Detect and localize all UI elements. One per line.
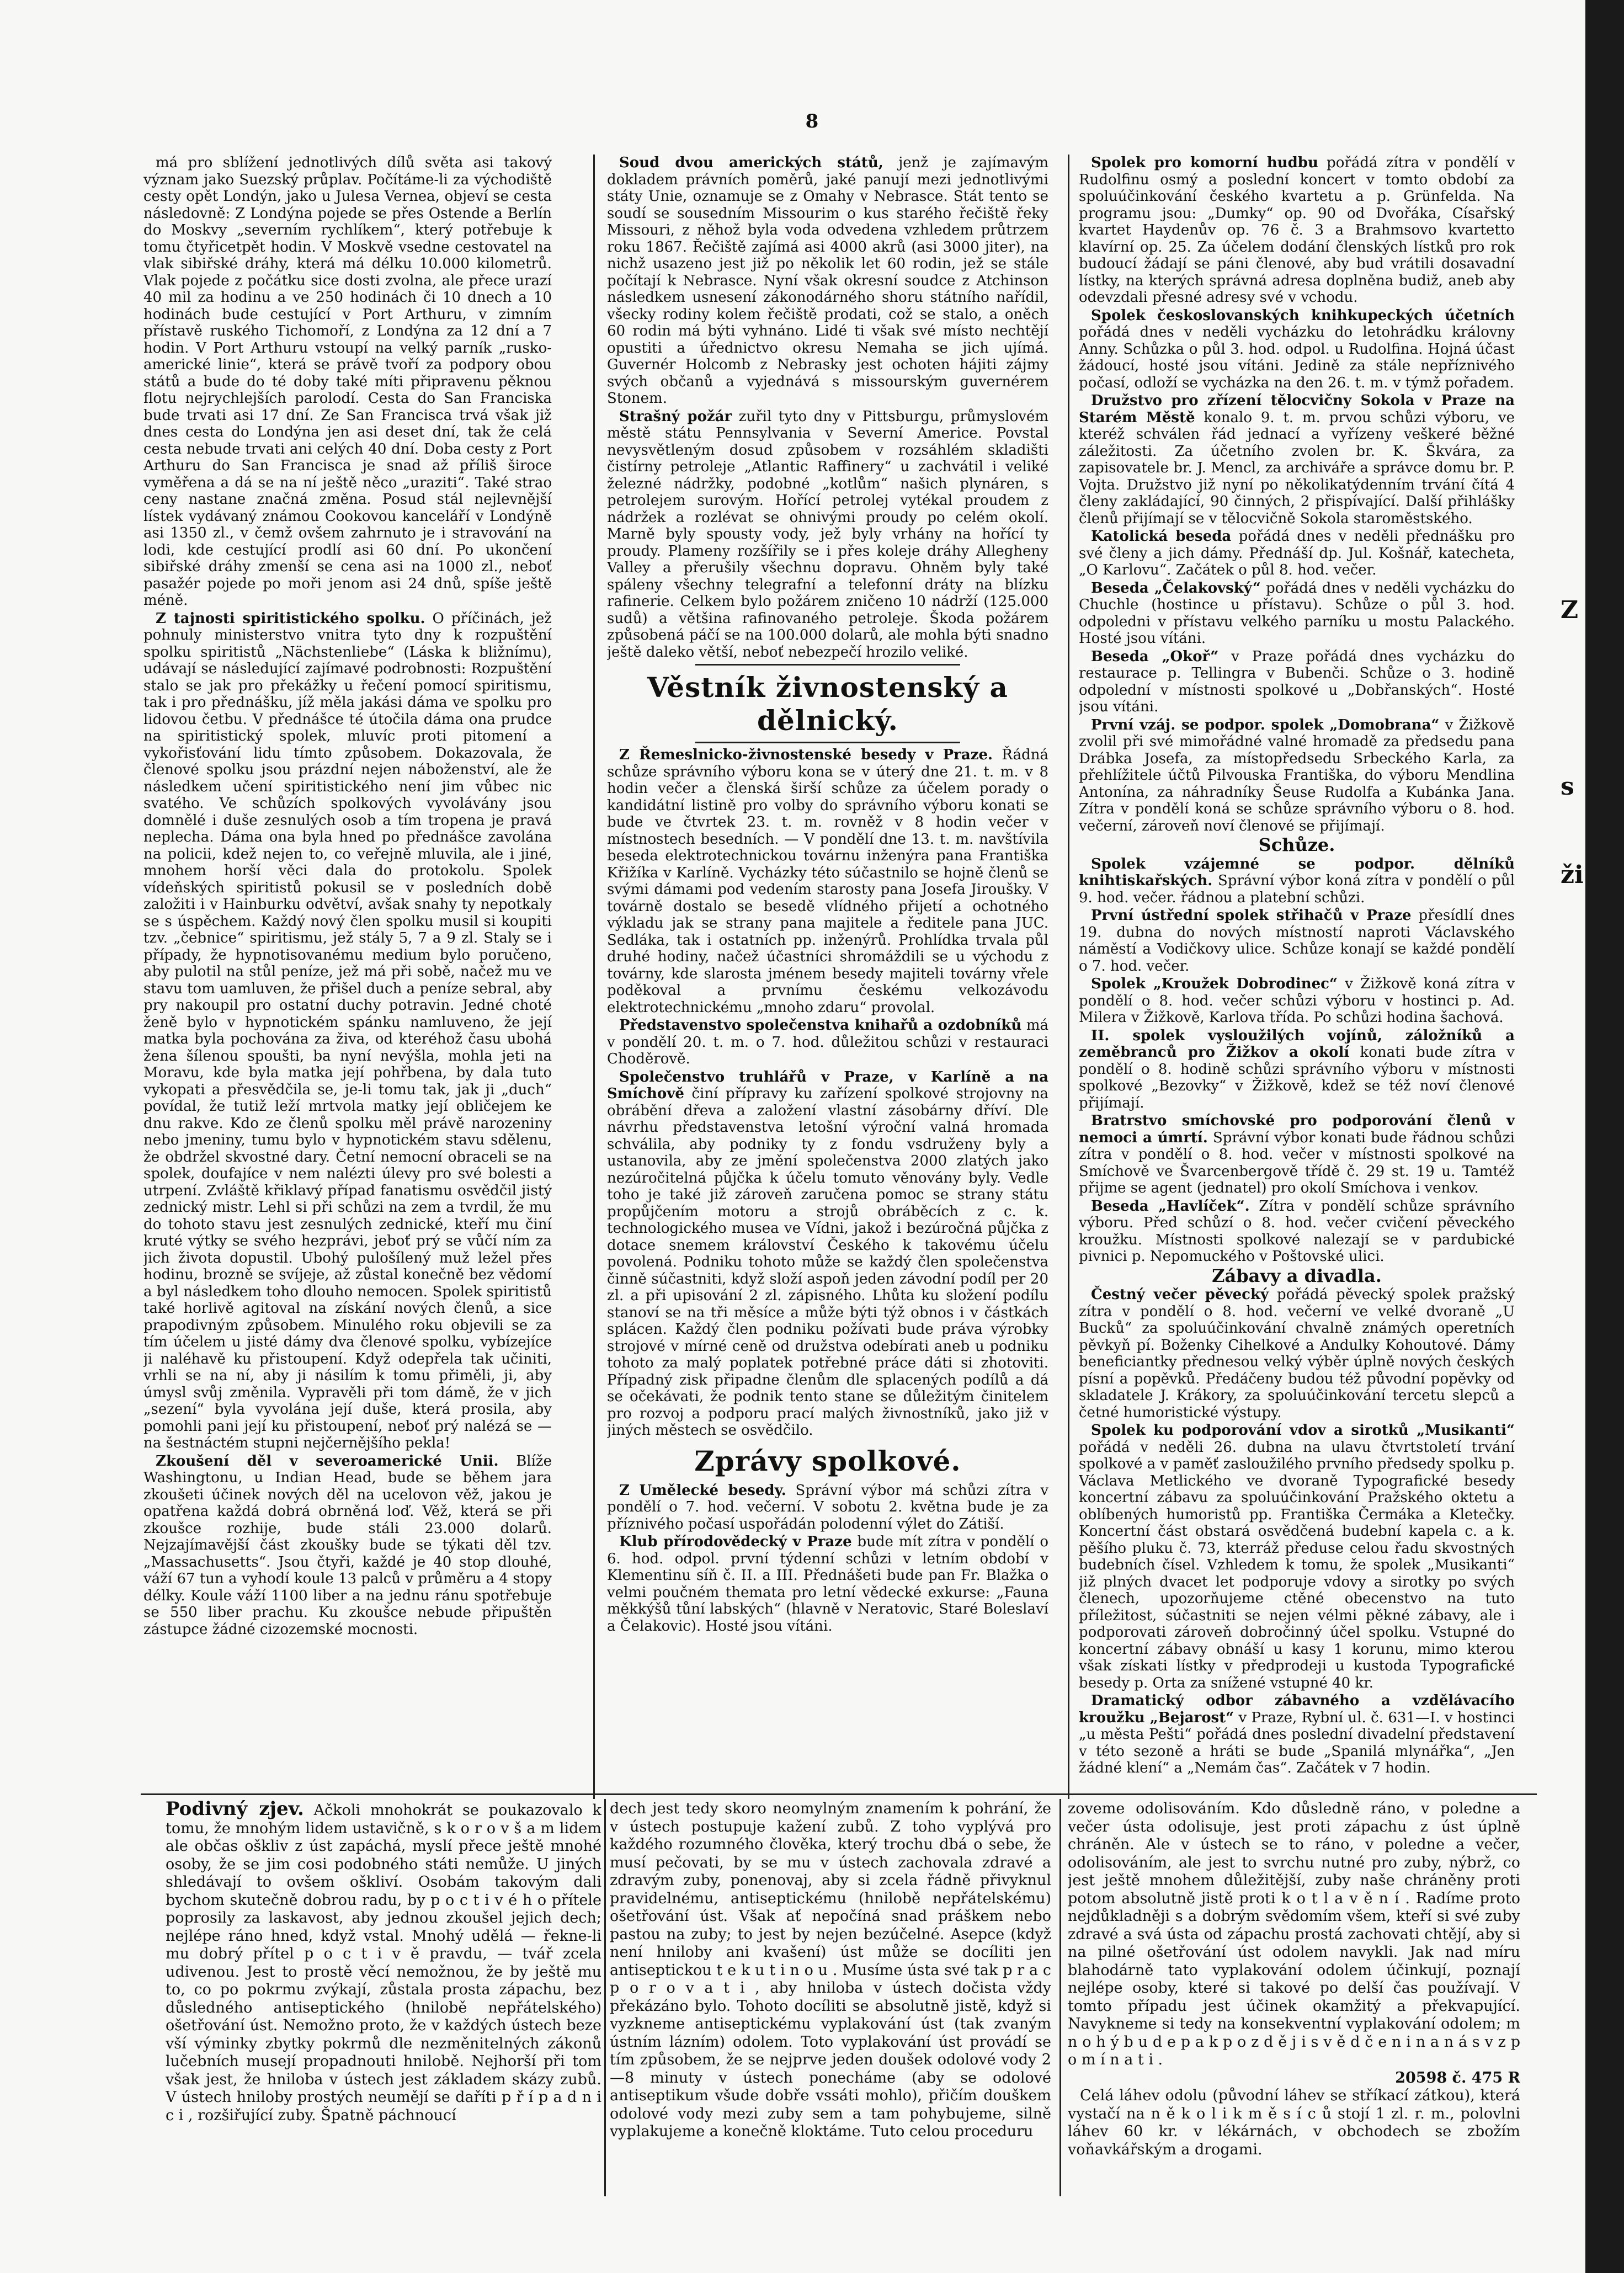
article-title: Zkoušení děl v severoamerické Unii. bbox=[156, 1452, 499, 1470]
event-item: Spolek ku podporování vdov a sirotků „Musikanti“ pořádá v neděli 26. dubna na ulavu čtvrtstoletí trvání spolkové a v paměť zasloužilého prvního předsedy spolku p. Václava Metlického ve dvoraně Typografické besedy koncertní zábavu za spoluúčinkování Pražského oktetu a oblíbených humoristů pp. Františka Čermáka a Kletečky. Koncertní část obstará osvědčená budební kapela c. a k. pěšího pluku č. 73, kterráž předuse celou řadu skvostných budebních čísel. Vzhledem k tomu, že spolek „Musikanti“ již plných dvacet let podporuje vdovy a sirotky po svých členech, upozorňujeme ctěné obecenstvo na tuto příležitost, súčastniti se nejen vélmi pěkné zábavy, ale i podporovati zároveň dobročinný účel spolku. Vstupné do koncertní zábavy obnáší u kasy 1 korunu, mimo kterou však získati lístky v předprodeji u kustoda Typografické besedy p. Orta za snížené vstupné 40 kr. bbox=[1079, 1422, 1515, 1691]
trade-item bbox=[607, 747, 1048, 1016]
entertainment-notices bbox=[1079, 1286, 1515, 1777]
club-item: Družstvo pro zřízení tělocvičny Sokola v Praze na Starém Městě konalo 9. t. m. prvou schůzi výboru, ve kteréž schválen řád jednací a vyřízeny veškeré běžné záležitosti. Za účetního zvolen br. K. Škvára, za zapisovatele br. J. Mencl, za archiváře a správce domu br. P. Vojta. Družstvo již nyní po několikatýdenním trvání čítá 4 členy zakládající, 90 činných, 2 přispívající. Další přihlášky členů přijímají se v tělocvičně Sokola staroměstského. bbox=[1079, 392, 1515, 527]
article-spiritist bbox=[143, 610, 552, 1452]
item-title: Z Řemeslnicko-živnostenské besedy v Praze. bbox=[619, 747, 993, 763]
meeting-item: První ústřední spolek střihačů v Praze přesídlí dnes 19. dubna do nových místností naproti Václavského náměstí a Vodičkovy ulice. Schůze konají se každé pondělí o 7. hod. večer. bbox=[1079, 907, 1515, 975]
meeting-notices bbox=[1079, 856, 1515, 1265]
column-2 bbox=[607, 155, 1048, 1804]
subheading-entertainment: Zábavy a divadla. bbox=[1212, 1265, 1382, 1286]
item-text: Řádná schůze správního výboru kona se v úterý dne 21. t. m. v 8 hodin večer a členská širší schůze za účelem porady o kandidátní listině pro volby do správního výboru konati se bude ve čtvrtek 23. t. m. rovněž v 8 hodin večer v místnostech besedních. — V pondělí dne 13. t. m. navštívila beseda elektrotechnickou továrnu inženýra pana Františka Křižíka v Karlíně. Vycházky této súčastnilo se hojně členů se svými dámami pod vedením starosty pana Josefa Jiroušky. V továrně dostalo se besedě vlídného přijetí a ochotného výkladu jak se strany pana majitele a ředitele pana JUC. Sedláka, tak i ostatních pp. inženýrů. Prohlídka trvala půl druhé hodiny, načež účastníci shromáždili se u východu z továrny, kde slarosta jménem besedy majiteli továrny vřele poděkoval a prvnímu českému velkozávodu elektrotechnickému „mnoho zdaru“ provolal. bbox=[607, 747, 1048, 1016]
article-text: O příčinách, jež pohnuly ministerstvo vnitra tyto dny k rozpuštění spolku spiritistů „Nächstenliebe“ (Láska k bližnímu), udávají se následující zajímavé podrobnosti: Rozpuštění stalo se jak pro překážky u řečení pomocí spiritismu, tak i pro přednášku, jíž měla jakási dáma ve spolku pro lidovou četbu. V přednášce té útočila dáma ona prudce na spiritistický spolek, mluvíc proti pitomení a vykořisťování lidu tímto způsobem. Dokazovala, že členové spolku jsou prázdní nejen náboženství, ale že následkem učení spiritistického není jim vůbec nic svatého. Ve schůzích spolkových vyvolávány jsou domnělé i duše zesnulých osob a tím tropena je pravá neplecha. Dáma ona byla hned po přednášce zavolána na policii, kdež nejen to, co veřejně mluvila, ale i jiné, mnohem horší věci dala do protokolu. Spolek vídeňských spiritistů pokusil se v posledních době založiti i v Hainburku odvětví, avšak snahy ty nepotkaly se s úspěchem. Každý nový člen spolku musil si koupiti tzv. „čebnice“ spiritismu, jež stály 5, 7 a 9 zl. Staly se i případy, že hypnotisovanému medium bylo poručeno, aby pulotil na stůl peníze, jež má při sobě, načež mu ve stavu tom uamluven, že přišel duch a peníze sebral, aby pry nakoupil pro ostatní duchy potravin. Jedné choté ženě bylo v hypnotickém spánku namluveno, že její matka byla pochována za živa, od kteréhož času ubohá žena šílenou spoušti, ba nyní nevýšla, mohla jeti na Moravu, kde byla matka její pohřbena, by dala tuto vykopati a přesvědčila se, je-li tomu tak, jak ji „duch“ povídal, že tutiž leží mrtvola matky její obličejem ke dnu rakve. Kdo ze členů spolku měl právě narozeniny nebo jmeniny, tumu bylo v hypnotickém stavu sdělenu, že obdržel skvostné dary. Četní nemocní obraceli se na spolek, doufajíce v nem nalézti úlevy pro své bolesti a utrpení. Zvláště křiklavý případ fanatismu osvědčil jistý zednický mistr. Lehl si při schůzi na zem a tvrdil, že mu do tohoto stavu jest zesnulých zednické, kteří mu činí kruté výtky se svého hezprávi, jeboť prý se vůčí ním za jich života dopustil. Ubohý pulošílený muž ležel přes hodinu, brozně se svíjeje, až zůstal konečně bez vědomí a byl následkem toho dlouho nemocen. Spolek spiritistů také horlivě agitoval na získání nových členů, a sice prapodivným způsobem. Minulého roku objevili se za tím účelem u jisté dámy dva členové spolku, vybízejíce ji naléhavě ku přistoupení. Když odepřela tak učiniti, vrhli se na ní, aby ji násilím k tomu přiměli, ji, aby úmysl svůj změnila. Vypravěli při tom dámě, že v jich „sezení“ byla vyvolána její duše, která prosila, aby pomohli pani její ku přistoupení, neboť prý nalézá se — na šestnáctém stupni nejčernějšího pekla! bbox=[143, 610, 552, 1451]
item-text: má v pondělí 20. t. m. o 7. hod. důležitou schůzi v restauraci Choděrově. bbox=[607, 1017, 1048, 1067]
meeting-item: Beseda „Havlíček“. Zítra v pondělí schůze správního výboru. Před schůzí o 8. hod. večer cvičení pěveckého kroužku. Místnosti spolkové nalezají se v pardubické pivnici p. Nepomuckého v Poštovské ulici. bbox=[1079, 1197, 1515, 1265]
edge-fragment: ži bbox=[1561, 861, 1584, 889]
advert-text: Ačkoli mnohokrát se poukazovalo k tomu, že mnohým lidem ustavičně, s k o r o v š a m lidem ale občas oškliv z úst zapáchá, myslí přece ještě mnohé osoby, že se jim cosi podobného státi nemůže. U jiných shledávají to ovšem oškliví. Osobám takovým dali bychom skutečně dobrou radu, by p o c t i v é h o přítele poprosily za laskavost, aby jednou zkoušel jejich dech; nejlépe ráno hned, když vstal. Mnohý udělá — řekne-li mu dobrý přítel p o c t i v ě pravdu, — tvář zcela udivenou. Jest to prostě věcí nemožnou, že by ještě mu to, co po pokrmu zvýkají, zůstala prosta zápachu, bez důsledného antiseptického (hnilobě nepřátelského) ošetřování úst. Nemožno proto, že v každých ústech beze vší výminky zbytky pokrmů dle nezměnitelných zákonů lučebních musejí propadnouti hnilobě. Nejhorší při tom však jest, že hniloba v ústech jest základem skázy zubů. V ústech hniloby prostých neumějí se daříti p ř í p a d n i c i , rozšiřující zuby. Špatně páchnoucí bbox=[166, 1802, 601, 2124]
event-item: Dramatický odbor zábavného a vzdělávacího kroužku „Bejarost“ v Praze, Rybní ul. č. 631—I. v hostinci „u města Pešti“ pořádá dnes poslední divadelní představení v této sezoně a hráti se bude „Spanilá mlynářka“, „Jen žádné klení“ a „Nemám čas“. Začátek v 7 hodin. bbox=[1079, 1692, 1515, 1776]
club-notices bbox=[1079, 155, 1515, 834]
article-gun-test bbox=[143, 1453, 552, 1638]
subheading-meetings: Schůze. bbox=[1258, 834, 1335, 855]
event-item: Čestný večer pěvecký pořádá pěvecký spolek pražský zítra v pondělí o 8. hod. večerní ve velké dvoraně „U Bucků“ za spoluúčinkování chvalně známých operetních pěvkyň pí. Boženky Cihelkové a Andulky Kohoutové. Dámy beneficiantky přednesou velký výběr úplně nových českých písní a popěvků. Předáčeny budou též původní popěvky od skladatele J. Krákory, za spoluúčinkování tercetu slepců a četné humoristické výstupy. bbox=[1079, 1286, 1515, 1421]
column-rule bbox=[1068, 155, 1069, 1799]
edge-fragment: Z bbox=[1561, 596, 1579, 624]
advert-title: Podivný zjev. bbox=[166, 1800, 304, 1820]
article-court bbox=[607, 155, 1048, 407]
page-number: 8 bbox=[805, 110, 819, 132]
article-title: Z tajnosti spiritistického spolku. bbox=[156, 610, 425, 627]
club-item: Spolek českoslovanských knihkupeckých účetních pořádá dnes v neděli vycházku do letohrádku královny Anny. Schůzka o půl 3. hod. odpol. u Rudolfina. Hojná účast žádoucí, hosté jsou vítáni. Jedině za stále nepříznivého počasí, odloží se vycházka na den 26. t. m. v týmž pořadem. bbox=[1079, 307, 1515, 391]
advert-text: Celá láhev odolu (původní láhev se stříkací zátkou), která vystačí na n ě k o l i k m ě s í c ů stojí 1 zl. r. m., polovlni láhev 60 kr. v lékárnách, v obchodech se zbožím voňavkářským a drogami. bbox=[1068, 2087, 1520, 2158]
club-item: První vzáj. se podpor. spolek „Domobrana“ v Žižkově zvolil při své mimořádné valné hromadě za předsedu pana Drábka Josefa, za místopředsedu Srbeckého Karla, za přehlížitele účtů Pilvouska Františka, do výboru Mendlina Antonína, za náhradníky Šeuse Rudolfa a Kubánka Jana. Zítra v pondělí koná se schůze správního výboru o 8. hod. večerní, zároveň noví členové se přijímají. bbox=[1079, 716, 1515, 834]
item-title: Společenstvo truhlářů v Praze, v Karlíně a na Smíchově bbox=[607, 1068, 1048, 1102]
club-item: Beseda „Čelakovský“ pořádá dnes v neděli vycházku do Chuchle (hostince u přístavu). Schůze o půl 3. hod. odpoledni v přístavu velkého parníku u mostu Palackého. Hosté jsou vítáni. bbox=[1079, 579, 1515, 647]
meeting-item: II. spolek vysloužilých vojínů, záložníků a zeměbranců pro Žižkov a okolí konati bude zítra v pondělí o 8. hodině schůzi správního výboru v místnosti spolkové „Bezovky“ v Žižkově, kdež se též noví členové přijímají. bbox=[1079, 1027, 1515, 1111]
trade-item bbox=[607, 1069, 1048, 1439]
item-text: činí přípravy ku zařízení spolkové strojovny na obrábění dřeva a založení vlastní zásobárny dříví. Dle návrhu představenstva letošní výroční valná hromada schválila, aby podniky ty z fondu vsdruženy byly a ustanovila, aby ze jmění společenstva 2000 zlatých jako nezúročitelná půjčka k účelu tomuto věnovány byly. Vedle toho je také již zároveň zaručena pomoc se strany státu propůjčením motoru a strojů obráběcích z c. k. technologického musea ve Vídni, jakož i bezúročná půjčka z dotace snemem království Českého k takovému účelu povolená. Podniku tohoto může se každý člen společenstva činně súčastniti, když složí aspoň jeden závodní podíl per 20 zl. a při upisování 2 zl. zápisného. Lhůta ku složení podílu stanoví se na tři měsíce a může býti týž obnos i v částkách splácen. Každý člen podniku požívati bude práva výrobky strojové v mírné ceně od družstva odebírati aneb u podniku tohoto za malý poplatek potřebné práce dáti si zhotoviti. Případný zisk připadne členům dle splacených podílů a dá se očekávati, že podnik tento stane se důležitým činitelem pro rozvoj a podporu prací malých živnostníků, jako již v jiných městech se osvědčilo. bbox=[607, 1085, 1048, 1439]
advert-code: 20598 č. 475 R bbox=[1395, 2069, 1520, 2086]
club-item: Spolek pro komorní hudbu pořádá zítra v pondělí v Rudolfinu osmý a poslední koncert v tomto období za spoluúčinkování českého kvartetu a p. Grünfelda. Na programu jsou: „Dumky“ op. 90 od Dvořáka, Císařský kvartet Haydenův op. 76 č. 3 a Brahmsovo kvartetto klavírní op. 25. Za účelem dodání členských lístků pro rok budoucí žádají se páni členové, aby bud vrátili dosavadní lístky, na kterých správná adresa doplněna budiž, aneb aby odevzdali přesné adresy své v vchodu. bbox=[1079, 155, 1515, 306]
advert-column-3 bbox=[1068, 1800, 1520, 2197]
article-text: jenž je zajímavým dokladem právních poměrů, jaké panují mezi jednotlivými státy Unie, oznamuje se z Omahy v Nebrasce. Stát tento se soudí se sousedním Missourim o kus starého řečiště řeky Missouri, z něhož byla voda odvedena vzhledem průtrzem roku 1867. Řečiště zajímá asi 4000 akrů (asi 3000 jiter), na nichž usazeno jest již po několik let 60 rodin, jež se stále počítají k Nebrasce. Nyní však okresní soudce z Atchinson následkem usnesení zákonodárného shoru státního nařídil, všecky rodiny kolem řečiště prodati, což se stalo, a oněch 60 rodin má býti vyhnáno. Lidé ti však své místo nechtějí opustiti a úřednictvo okresu Nemaha se jich ujímá. Guvernér Holcomb z Nebrasky jest ochoten hájiti zájmy svých občanů a vyjednává s missourským guvernérem Stonem. bbox=[607, 155, 1048, 407]
article-title: Strašný požár bbox=[619, 408, 732, 425]
scan-border bbox=[1585, 0, 1624, 2273]
article-text: zuřil tyto dny v Pittsburgu, průmyslovém městě státu Pennsylvania v Severní Americe. Povstal nevysvětleným dosud způsobem v rozsáhlém skladišti čistírny petroleje „Atlantic Raffinery“ u zachvátil i veliké železné nádržky, podobné „kotlům“ našich plynáren, s petrolejem surovým. Hořící petrolej vytékal proudem z nádržek a rozlévat se ohnivými proudy po celém okolí. Marně byly spousty vody, jež byly vrhány na hořící ty proudy. Plameny rozšířily se i přes koleje dráhy Allegheny Valley a přerušily všechnu dopravu. Ohněm byly také spáleny všechny telegrafní a telefonní dráty na blízku rafinerie. Celkem bylo požárem zničeno 10 nádrží (125.000 sudů) a většina rafinovaného petroleje. Škoda požárem způsobená páčí se na 100.000 dolarů, ale mohla býti snadno ještě daleko větší, neboť nebezpečí hrozilo veliké. bbox=[607, 408, 1048, 661]
column-rule bbox=[593, 155, 595, 1799]
advert-column-2 bbox=[610, 1800, 1051, 2197]
article-text: Blíže Washingtonu, u Indian Head, bude se během jara zkoušeti účinek nových děl na ucelovon věž, jakou je opatřena každá dobrá obrněná loď. Věž, která se při zkoušce rozhije, bude stáli 23.000 dolarů. Nejzajímavější část zkoušky bude se týkati děl tzv. „Massachusetts“. Jsou čtyři, každé je 40 stop dlouhé, váží 67 tun a vyhodí koule 13 palců v průměru a 4 stopy délky. Koule váží 1100 liber a na jednu ránu spotřebuje se 550 liber prachu. Ku zkoušce nebude připuštěn zástupce žádné cizozemské mocnosti. bbox=[143, 1452, 552, 1638]
section-heading-clubs: Zprávy spolkové. bbox=[694, 1444, 961, 1477]
item-title: Představenstvo společenstva knihařů a ozdobníků bbox=[619, 1017, 1022, 1034]
advert-text: dech jest tedy skoro neomylným znamením k pohrání, že v ústech postupuje kažení zubů. Z toho vyplývá pro každého rozumného člověka, který trochu dbá o sebe, že musí pečovati, by se mu v ústech zachovala zdravé a zdravým zuby, ponenovaj, aby si zcela řádně přivyknul pravidelnému, antiseptickému (hnilobě nepřátelskému) ošetřování úst. Však ať nepočíná snad práškem nebo pastou na zuby; to jest by nejen bezúčelné. Asepce (když není hniloby ani kvašení) úst může se docíliti jen antiseptickou t e k u t i n o u . Musíme ústa své tak p r a c p o r o v a t i , aby hniloba v ústech dočista vždy překázáno bylo. Tohoto docíliti se absolutně jistě, když si vyzkneme antiseptickému vyplakování úst (tak zvaným ústním lázním) odolem. Toto vyplakování úst provádí se tím způsobem, že se nejprve jeden doušek odolové vody 2—8 minuty v ústech ponecháme (aby se odolové antiseptikum všude dobře vssáti mohlo), přičím douškem odolové vody mezi zuby sem a tam pohybujeme, silně vyplakujeme a konečně kloktáme. Tuto celou proceduru bbox=[610, 1800, 1051, 2140]
article-paragraph: má pro sblížení jednotlivých dílů světa asi takový význam jako Suezský průplav. Počítáme-li za východiště cesty opět Londýn, jako u Julesa Vernea, objeví se cesta následovně: Z Londýna pojede se přes Ostende a Berlín do Moskvy „severním rychlíkem“, který potřebuje k tomu čtyřicetpět hodin. V Moskvě vsedne cestovatel na vlak sibiřské dráhy, která má délku 10.000 kilometrů. Vlak pojede z počátku sice dosti zvolna, ale přece urazí 40 mil za hodinu a ve 250 hodinách či 10 dnech a 10 hodinách bude cestující v Port Arthuru, v zimním přístavě ruského Tichomoří, z Londýna za 12 dní a 7 hodin. V Port Arthuru vstoupí na velký parník „rusko-americké linie“, která se právě tvoří za podpory obou států a bude do té doby také míti připravenu pěknou flotu nejrychlejších parolodí. Cesta do San Franciska bude trvati asi 17 dní. Ze San Francisca trvá však již dnes cesta do Londýna jen asi deset dní, tak že celá cesta nebude trvati ani celých 40 dní. Doba cesty z Port Arthuru do San Francisca je snad až příliš široce vyměřena a dá se na ní ještě něco „uraziti“. Také strao ceny nastane značná změna. Posud stál nejlevnější lístek vydávaný známou Cookovou kanceláří v Londýně asi 1350 zl., v čemž ovšem zahrnuto je i stravování na lodi, kde cestující prodlí asi 60 dní. Po ukončení sibiřské dráhy zmenší se cena asi na 1000 zl., neboť pasažér pojede po moři jenom asi 24 dnů, spíše ještě méně. bbox=[143, 155, 552, 609]
meeting-item: Bratrstvo smíchovské pro podporování členů v nemoci a úmrtí. Správní výbor konati bude řádnou schůzi zítra v pondělí o 8. hod. večer v místnosti spolkové na Smíchově ve Švarcenbergově třídě č. 29 st. 19 u. Tamtéž přijme se agent (jednatel) pro okolí Smíchova i venkov. bbox=[1079, 1112, 1515, 1196]
column-1 bbox=[143, 155, 552, 1788]
column-3 bbox=[1079, 155, 1515, 1799]
edge-fragment: s bbox=[1561, 773, 1574, 801]
section-rule bbox=[695, 742, 960, 743]
advert-column-1 bbox=[166, 1800, 601, 2197]
club-item bbox=[607, 1482, 1048, 1533]
advert-text: zoveme odolisováním. Kdo důsledně ráno, v poledne a večer ústa odolisuje, jest proti zápachu z úst úplně chráněn. Ale v ústech se to ráno, v poledne a večer, odolisováním, ale jest to svrchu nutné pro zuby, nýbrž, co jest ještě mnohem důležitější, zuby naše chráněny proti potom absolutně jistě proti k o t l a v ě n í . Radíme proto nejdůkladněji s a dobrým svědomím všem, kteří si své zuby zdravé a svá ústa od zápachu prostá zachovati chtějí, aby si na pilné ošetřování úst odolem navykli. Jak nad míru blahodárně tato vyplakování odolem účinkují, poznají nejlépe osoby, které si takové po delší čas používají. V tomto případu jest účinek okamžitý a překvapující. Navykneme si tedy na konsekventní vyplakování odolem; m n o h ý b u d e p a k p o z d ě j i s v ě d č e n i n a n á s v z p o m í n a t i . bbox=[1068, 1800, 1520, 2068]
item-title: Z Umělecké besedy. bbox=[619, 1482, 786, 1499]
club-item bbox=[607, 1534, 1048, 1635]
meeting-item: Spolek vzájemné se podpor. dělníků knihtiskařských. Správní výbor koná zítra v pondělí o půl 9. hod. večer. řádnou a platební schůzi. bbox=[1079, 855, 1515, 906]
article-fire bbox=[607, 408, 1048, 661]
trade-item bbox=[607, 1017, 1048, 1068]
section-heading-trade: Věstník živnostenský a dělnický. bbox=[647, 671, 1008, 737]
section-rule bbox=[695, 664, 960, 666]
item-text: Správní výbor má schůzi zítra v pondělí o 7. hod. večerní. V sobotu 2. května bude je za příznivého počasí uspořádán polodenní výlet do Zátiší. bbox=[607, 1482, 1048, 1532]
club-item: Katolická beseda pořádá dnes v neděli přednášku pro své členy a jich dámy. Přednáší dp. Jul. Košnář, katecheta, „O Karlovu“. Začátek o půl 8. hod. večer. bbox=[1079, 528, 1515, 578]
club-item: Beseda „Okoř“ v Praze pořádá dnes vycházku do restaurace p. Tellingra v Bubenči. Schůze o 3. hodině odpolední v místnosti spolkové u „Dobřanských“. Hosté jsou vítáni. bbox=[1079, 648, 1515, 715]
meeting-item: Spolek „Kroužek Dobrodinec“ v Žižkově koná zítra v pondělí o 8. hod. večer schůzi výboru v hostinci p. Ad. Milera v Žižkově, Karlova třída. Po schůzi hodina šachová. bbox=[1079, 976, 1515, 1026]
item-text: bude mít zítra v pondělí o 6. hod. odpol. první týdenní schůzi v letním období v Klementinu síň č. II. a III. Přednášeti bude pan Fr. Blažka o velmi poučném themata pro letní vědecké exkurse: „Fauna měkkýšů tůní labských“ (hlavně v Neratovic, Staré Boleslaví a Čelakovic). Hosté jsou vítáni. bbox=[607, 1534, 1048, 1635]
column-rule bbox=[604, 1799, 606, 2196]
column-rule bbox=[1059, 1799, 1061, 2196]
item-title: Klub přírodovědecký v Praze bbox=[619, 1534, 852, 1550]
article-title: Soud dvou amerických států, bbox=[619, 155, 883, 171]
